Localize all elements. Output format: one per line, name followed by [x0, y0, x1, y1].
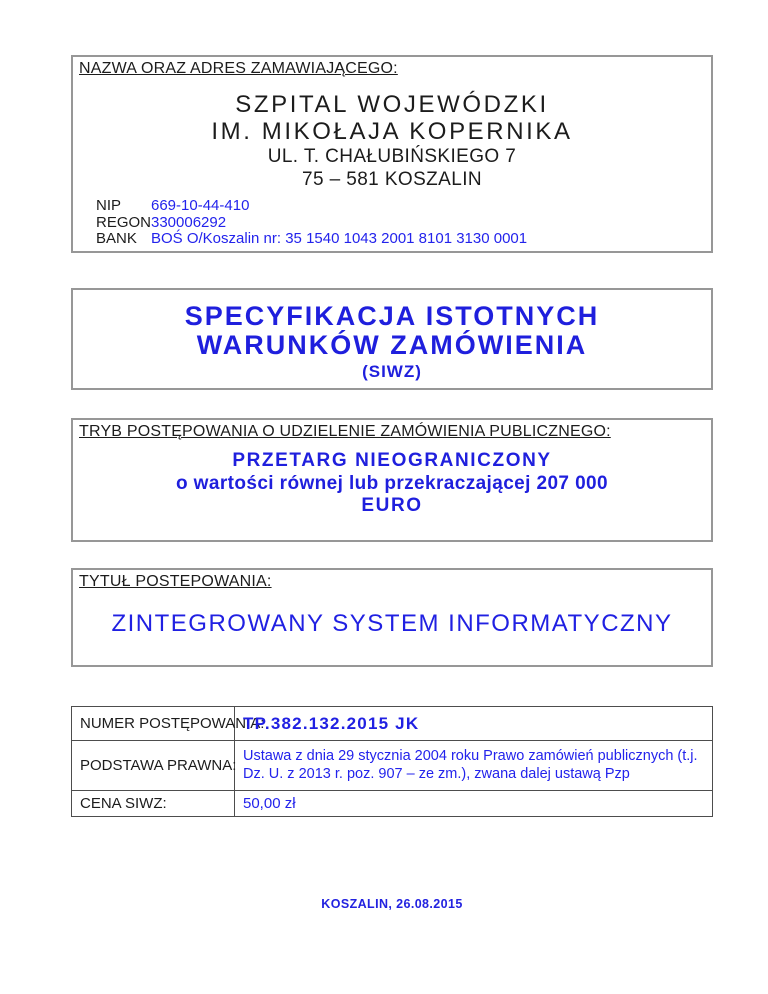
- place-date-footer: KOSZALIN, 26.08.2015: [321, 897, 463, 911]
- procedure-title-text: ZINTEGROWANY SYSTEM INFORMATYCZNY: [111, 610, 673, 637]
- procedure-title-box: [71, 568, 713, 667]
- procedure-mode-line1: PRZETARG NIEOGRANICZONY: [232, 450, 552, 471]
- procedure-mode-heading: TRYB POSTĘPOWANIA O UDZIELENIE ZAMÓWIENIA PUBLICZNEGO:: [79, 423, 611, 440]
- buyer-name-line2: IM. MIKOŁAJA KOPERNIKA: [211, 118, 573, 145]
- table-row-siwz-price: [72, 791, 713, 817]
- table-row-legal-basis: [72, 741, 713, 791]
- number-value: TP.382.132.2015 JK: [235, 707, 713, 741]
- siwz-price-label: CENA SIWZ:: [72, 791, 235, 817]
- buyer-box: [71, 55, 713, 253]
- regon-label: REGON: [96, 213, 152, 231]
- detail-row-regon: [96, 215, 711, 232]
- detail-row-bank: [96, 231, 711, 248]
- number-label: NUMER POSTĘPOWANIA:: [72, 707, 235, 741]
- document-column: [71, 55, 713, 911]
- buyer-details-list: [96, 198, 711, 248]
- bank-label: BANK: [96, 230, 137, 247]
- detail-row-nip: [96, 198, 711, 215]
- procedure-title-heading: TYTUŁ POSTEPOWANIA:: [79, 573, 272, 590]
- regon-value: 330006292: [151, 213, 227, 231]
- legal-basis-value: Ustawa z dnia 29 stycznia 2004 roku Prawo zamówień publicznych (t.j. Dz. U. z 2013 r. poz. 907 – ze zm.), zwana dalej ustawą Pzp: [235, 741, 713, 791]
- nip-label: NIP: [96, 197, 122, 214]
- procedure-mode-box: [71, 418, 713, 542]
- legal-basis-label: PODSTAWA PRAWNA:: [72, 741, 235, 791]
- procedure-details-table: [71, 706, 713, 817]
- nip-value: 669-10-44-410: [151, 197, 250, 214]
- buyer-name-block: [73, 91, 711, 191]
- bank-value: BOŚ O/Koszalin nr: 35 1540 1043 2001 8101 3130 0001: [151, 230, 528, 247]
- procedure-mode-line3: EURO: [361, 495, 423, 516]
- buyer-name-line1: SZPITAL WOJEWÓDZKI: [235, 91, 549, 118]
- siwz-title-line2: WARUNKÓW ZAMÓWIENIA: [196, 330, 588, 360]
- siwz-price-value: 50,00 zł: [235, 791, 713, 817]
- buyer-address-line2: 75 – 581 KOSZALIN: [301, 169, 482, 190]
- procedure-mode-lines: [73, 450, 711, 518]
- siwz-title-box: [71, 288, 713, 390]
- table-row-number: [72, 707, 713, 741]
- siwz-title-line1: SPECYFIKACJA ISTOTNYCH: [184, 301, 600, 331]
- buyer-box-heading: NAZWA ORAZ ADRES ZAMAWIAJĄCEGO:: [79, 60, 398, 77]
- procedure-mode-line2: o wartości równej lub przekraczającej 207 000: [176, 472, 608, 494]
- siwz-abbreviation: (SIWZ): [362, 362, 422, 381]
- buyer-address-line1: UL. T. CHAŁUBIŃSKIEGO 7: [267, 146, 517, 167]
